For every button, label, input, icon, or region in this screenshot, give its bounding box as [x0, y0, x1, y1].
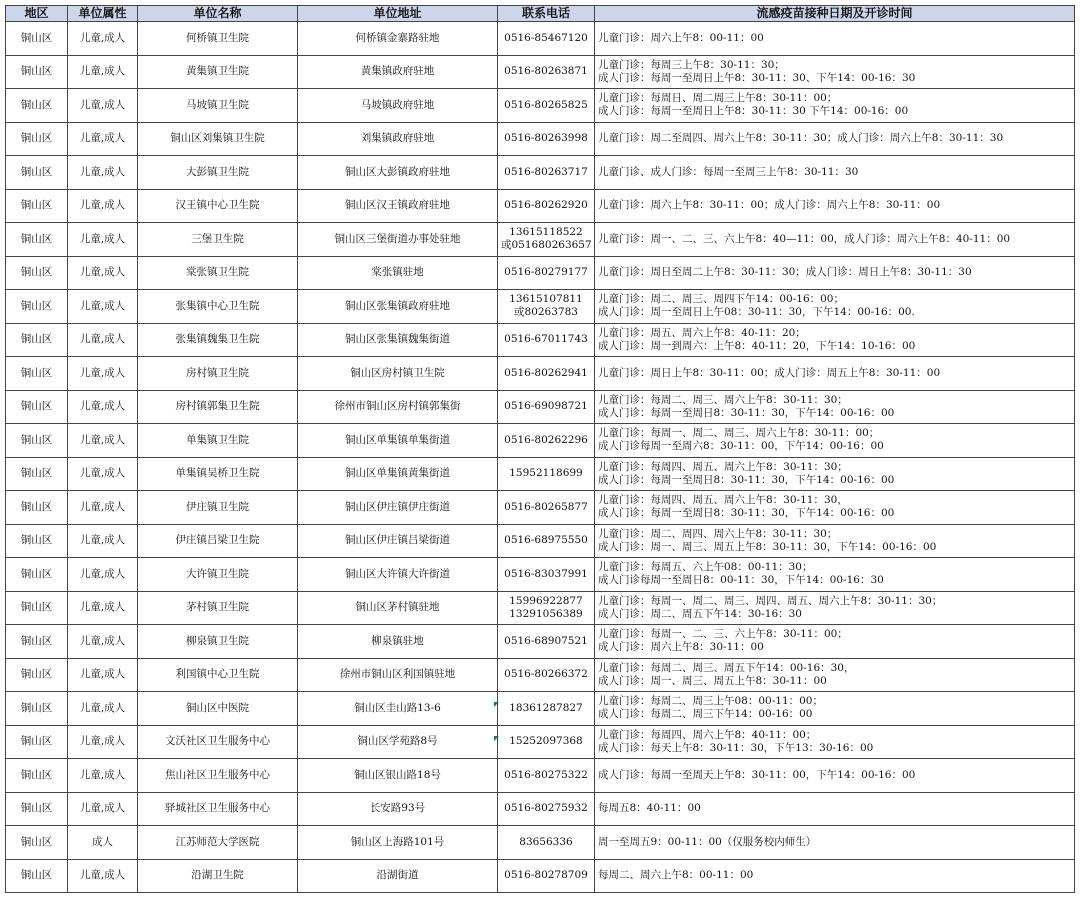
schedule-cell — [595, 424, 1075, 458]
attribute-cell: 儿童,成人 — [68, 189, 138, 223]
schedule-cell — [595, 625, 1075, 659]
attribute-cell: 儿童,成人 — [68, 156, 138, 190]
phone-line: 0516-80263717 — [504, 165, 588, 178]
address-cell: 何桥镇金寨路驻地 — [298, 22, 498, 56]
phone-line: 18361287827 — [509, 701, 583, 714]
table-row — [6, 89, 1075, 123]
schedule-cell — [595, 859, 1075, 893]
phone-cell — [498, 591, 595, 625]
attribute-cell: 成人 — [68, 826, 138, 860]
unit-name-cell: 大彭镇卫生院 — [138, 156, 298, 190]
phone-cell — [498, 323, 595, 357]
unit-name-cell: 单集镇吴桥卫生院 — [138, 457, 298, 491]
phone-cell — [498, 424, 595, 458]
phone-line: 15252097368 — [509, 735, 583, 748]
header-unit-name: 单位名称 — [138, 6, 298, 22]
header-schedule: 流感疫苗接种日期及开诊时间 — [595, 6, 1075, 22]
address-cell: 铜山区单集镇单集街道 — [298, 424, 498, 458]
address-cell: 铜山区茅村镇驻地 — [298, 591, 498, 625]
attribute-cell: 儿童,成人 — [68, 658, 138, 692]
table-row — [6, 223, 1075, 257]
phone-line: 0516-80263998 — [504, 132, 588, 145]
phone-line: 13615118522 — [509, 226, 583, 239]
schedule-line: 儿童门诊：周二、周三、周四下午14：00-16：00； — [598, 293, 844, 306]
address-cell: 棠张镇驻地 — [298, 256, 498, 290]
schedule-line: 儿童门诊：每周五、六上午08：00-11：30； — [598, 561, 813, 574]
schedule-cell — [595, 826, 1075, 860]
unit-name-cell: 柳泉镇卫生院 — [138, 625, 298, 659]
area-cell: 铜山区 — [6, 55, 68, 89]
attribute-cell: 儿童,成人 — [68, 323, 138, 357]
phone-cell — [498, 256, 595, 290]
unit-name-cell: 黄集镇卫生院 — [138, 55, 298, 89]
schedule-cell — [595, 725, 1075, 759]
attribute-cell: 儿童,成人 — [68, 792, 138, 826]
unit-name-cell: 汉王镇中心卫生院 — [138, 189, 298, 223]
schedule-cell — [595, 223, 1075, 257]
schedule-line: 儿童门诊：周一、二、三、六上午8：40—11：00，成人门诊：周六上午8：40-11：00 — [598, 232, 1011, 245]
phone-line: 0516-80279177 — [504, 266, 588, 279]
table-row — [6, 558, 1075, 592]
schedule-line: 儿童门诊：周五、周六上午8：40-11：20； — [598, 326, 806, 339]
schedule-line: 成人门诊：每周一至周日8：30-11：30，下午14：00-16：00 — [598, 507, 895, 520]
schedule-line: 儿童门诊：每周四、周五、周六上午8：30-11：30； — [598, 460, 848, 473]
attribute-cell: 儿童,成人 — [68, 22, 138, 56]
unit-name-cell: 焦山社区卫生服务中心 — [138, 759, 298, 793]
address-cell: 马坡镇政府驻地 — [298, 89, 498, 123]
area-cell: 铜山区 — [6, 625, 68, 659]
phone-cell — [498, 725, 595, 759]
address-cell: 铜山区银山路18号 — [298, 759, 498, 793]
attribute-cell: 儿童,成人 — [68, 558, 138, 592]
attribute-cell: 儿童,成人 — [68, 625, 138, 659]
address-cell: 铜山区张集镇魏集街道 — [298, 323, 498, 357]
attribute-cell: 儿童,成人 — [68, 89, 138, 123]
schedule-cell — [595, 357, 1075, 391]
phone-line: 0516-67011743 — [504, 333, 588, 346]
phone-cell — [498, 826, 595, 860]
table-body — [6, 22, 1075, 893]
area-cell: 铜山区 — [6, 156, 68, 190]
schedule-line: 成人门诊：周一、周三、周五上午8：30-11：00 — [598, 674, 827, 687]
schedule-line: 儿童门诊：周六上午8：30-11：00；成人门诊：周六上午8：30-11：00 — [598, 199, 941, 212]
schedule-line: 成人门诊：每天上午8：30-11：30，下午13：30-16：00 — [598, 741, 874, 754]
address-cell: 徐州市铜山区利国镇驻地 — [298, 658, 498, 692]
schedule-line: 儿童门诊：周二、周四、周六上午8：30-11：30； — [598, 527, 838, 540]
attribute-cell: 儿童,成人 — [68, 55, 138, 89]
schedule-line: 成人门诊：周一、周三、周五上午8：30-11：30，下午14：00-16：00 — [598, 540, 937, 553]
phone-cell — [498, 290, 595, 324]
unit-name-cell: 棠张镇卫生院 — [138, 256, 298, 290]
area-cell: 铜山区 — [6, 122, 68, 156]
phone-cell — [498, 524, 595, 558]
schedule-cell — [595, 692, 1075, 726]
attribute-cell: 儿童,成人 — [68, 491, 138, 525]
unit-name-cell: 伊庄镇吕梁卫生院 — [138, 524, 298, 558]
unit-name-cell: 张集镇中心卫生院 — [138, 290, 298, 324]
phone-line: 0516-80262920 — [504, 199, 588, 212]
unit-name-cell: 铜山区中医院 — [138, 692, 298, 726]
address-cell: 铜山区伊庄镇吕梁街道 — [298, 524, 498, 558]
area-cell: 铜山区 — [6, 491, 68, 525]
area-cell: 铜山区 — [6, 591, 68, 625]
header-unit-attribute: 单位属性 — [68, 6, 138, 22]
phone-line: 0516-69098721 — [504, 400, 588, 413]
table-row — [6, 625, 1075, 659]
schedule-line: 儿童门诊：每周四、周五、周六上午8：30-11：30， — [598, 494, 848, 507]
schedule-line: 成人门诊：每周一至周日8：30-11：30，下午14：00-16：00 — [598, 406, 895, 419]
unit-name-cell: 大许镇卫生院 — [138, 558, 298, 592]
unit-name-cell: 伊庄镇卫生院 — [138, 491, 298, 525]
phone-cell — [498, 558, 595, 592]
unit-name-cell: 房村镇卫生院 — [138, 357, 298, 391]
unit-name-cell: 驿城社区卫生服务中心 — [138, 792, 298, 826]
phone-line: 83656336 — [519, 835, 573, 848]
unit-name-cell: 房村镇郭集卫生院 — [138, 390, 298, 424]
schedule-cell — [595, 290, 1075, 324]
unit-name-cell: 江苏师范大学医院 — [138, 826, 298, 860]
schedule-cell — [595, 491, 1075, 525]
schedule-line: 儿童门诊：每周一、周二、周三、周六上午8：30-11：00； — [598, 427, 880, 440]
schedule-cell — [595, 89, 1075, 123]
phone-cell — [498, 792, 595, 826]
area-cell: 铜山区 — [6, 223, 68, 257]
schedule-cell — [595, 591, 1075, 625]
attribute-cell: 儿童,成人 — [68, 357, 138, 391]
schedule-line: 每周五8：40-11：00 — [598, 802, 701, 815]
attribute-cell: 儿童,成人 — [68, 591, 138, 625]
address-cell: 铜山区伊庄镇伊庄街道 — [298, 491, 498, 525]
area-cell: 铜山区 — [6, 256, 68, 290]
address-cell: 柳泉镇驻地 — [298, 625, 498, 659]
unit-name-cell: 沿湖卫生院 — [138, 859, 298, 893]
area-cell: 铜山区 — [6, 792, 68, 826]
table-row — [6, 524, 1075, 558]
schedule-line: 儿童门诊、成人门诊：每周一至周三上午8：30-11：30 — [598, 165, 859, 178]
phone-line: 0516-68907521 — [504, 634, 588, 647]
header-unit-address: 单位地址 — [298, 6, 498, 22]
schedule-line: 成人门诊：周六上午8：30-11：00 — [598, 641, 764, 654]
unit-name-cell: 利国镇中心卫生院 — [138, 658, 298, 692]
phone-line: 0516-80262941 — [504, 366, 588, 379]
schedule-line: 儿童门诊：每周一、周二、周三、周四、周五、周六上午8：30-11：30； — [598, 594, 943, 607]
schedule-cell — [595, 323, 1075, 357]
header-area: 地区 — [6, 6, 68, 22]
unit-name-cell: 茅村镇卫生院 — [138, 591, 298, 625]
table-row — [6, 323, 1075, 357]
phone-line: 15952118699 — [509, 467, 583, 480]
phone-cell — [498, 491, 595, 525]
area-cell: 铜山区 — [6, 658, 68, 692]
table-row — [6, 256, 1075, 290]
area-cell: 铜山区 — [6, 323, 68, 357]
header-row — [6, 6, 1075, 22]
table-row — [6, 826, 1075, 860]
attribute-cell: 儿童,成人 — [68, 725, 138, 759]
unit-name-cell: 何桥镇卫生院 — [138, 22, 298, 56]
schedule-cell — [595, 22, 1075, 56]
schedule-line: 儿童门诊：每周三上午8：30-11：30； — [598, 58, 785, 71]
table-row — [6, 457, 1075, 491]
table-row — [6, 859, 1075, 893]
area-cell: 铜山区 — [6, 457, 68, 491]
schedule-line: 成人门诊：每周二、周三下午14：00-16：00 — [598, 708, 813, 721]
phone-cell — [498, 759, 595, 793]
table-row — [6, 491, 1075, 525]
area-cell: 铜山区 — [6, 189, 68, 223]
table-row — [6, 759, 1075, 793]
table-row — [6, 156, 1075, 190]
unit-name-cell: 铜山区刘集镇卫生院 — [138, 122, 298, 156]
schedule-line: 成人门诊：周一到周六：上午8：40-11：20，下午14：10-16：00 — [598, 339, 916, 352]
schedule-cell — [595, 658, 1075, 692]
schedule-cell — [595, 792, 1075, 826]
table-row — [6, 424, 1075, 458]
area-cell: 铜山区 — [6, 524, 68, 558]
schedule-cell — [595, 390, 1075, 424]
attribute-cell: 儿童,成人 — [68, 290, 138, 324]
area-cell: 铜山区 — [6, 424, 68, 458]
schedule-line: 儿童门诊：每周一、二、三、六上午8：30-11：00； — [598, 628, 848, 641]
address-cell: 铜山区圭山路13-6 — [298, 692, 498, 726]
schedule-line: 儿童门诊：每周二、周三、周六上午8：30-11：30； — [598, 393, 848, 406]
unit-name-cell: 马坡镇卫生院 — [138, 89, 298, 123]
cell-comment-marker — [494, 736, 499, 741]
schedule-cell — [595, 457, 1075, 491]
unit-name-cell: 单集镇卫生院 — [138, 424, 298, 458]
attribute-cell: 儿童,成人 — [68, 223, 138, 257]
address-cell: 铜山区学苑路8号 — [298, 725, 498, 759]
schedule-line: 每周二、周六上午8：00-11：00 — [598, 869, 754, 882]
attribute-cell: 儿童,成人 — [68, 424, 138, 458]
area-cell: 铜山区 — [6, 725, 68, 759]
schedule-line: 成人门诊每周一至周六8：30-11：00，下午14：00-16：00 — [598, 440, 884, 453]
schedule-cell — [595, 524, 1075, 558]
table-row — [6, 290, 1075, 324]
area-cell: 铜山区 — [6, 759, 68, 793]
phone-cell — [498, 156, 595, 190]
phone-line: 0516-68975550 — [504, 534, 588, 547]
schedule-cell — [595, 122, 1075, 156]
area-cell: 铜山区 — [6, 22, 68, 56]
phone-line: 0516-80262296 — [504, 433, 588, 446]
table-row — [6, 792, 1075, 826]
table-row — [6, 658, 1075, 692]
schedule-cell — [595, 55, 1075, 89]
address-cell: 长安路93号 — [298, 792, 498, 826]
address-cell: 徐州市铜山区房村镇郭集街 — [298, 390, 498, 424]
address-cell: 铜山区单集镇黄集街道 — [298, 457, 498, 491]
table-row — [6, 390, 1075, 424]
phone-cell — [498, 89, 595, 123]
address-cell: 铜山区房村镇卫生院 — [298, 357, 498, 391]
area-cell: 铜山区 — [6, 89, 68, 123]
attribute-cell: 儿童,成人 — [68, 759, 138, 793]
phone-cell — [498, 122, 595, 156]
schedule-line: 成人门诊：每周一至周日上午8：30-11：30、下午14：00-16：30 — [598, 71, 916, 84]
phone-line: 0516-80265825 — [504, 98, 588, 111]
phone-cell — [498, 357, 595, 391]
area-cell: 铜山区 — [6, 692, 68, 726]
phone-line: 0516-85467120 — [504, 31, 588, 44]
vaccine-schedule-table — [5, 5, 1075, 893]
table-row — [6, 189, 1075, 223]
phone-line: 13615107811 — [509, 293, 583, 306]
schedule-line: 成人门诊：每周一至周天上午8：30-11：00，下午14：00-16：00 — [598, 768, 916, 781]
address-cell: 铜山区大许镇大许街道 — [298, 558, 498, 592]
table-row — [6, 692, 1075, 726]
phone-line: 0516-83037991 — [504, 567, 588, 580]
attribute-cell: 儿童,成人 — [68, 457, 138, 491]
schedule-cell — [595, 759, 1075, 793]
address-cell: 铜山区汉王镇政府驻地 — [298, 189, 498, 223]
schedule-cell — [595, 256, 1075, 290]
schedule-line: 成人门诊：周一至周日上午08：30-11：30，下午14：00-16：00. — [598, 306, 915, 319]
phone-cell — [498, 625, 595, 659]
phone-cell — [498, 55, 595, 89]
phone-line: 0516-80275932 — [504, 802, 588, 815]
area-cell: 铜山区 — [6, 859, 68, 893]
phone-cell — [498, 189, 595, 223]
phone-line: 0516-80263871 — [504, 65, 588, 78]
table-row — [6, 22, 1075, 56]
table-row — [6, 357, 1075, 391]
schedule-cell — [595, 189, 1075, 223]
area-cell: 铜山区 — [6, 826, 68, 860]
address-cell: 铜山区上海路101号 — [298, 826, 498, 860]
unit-name-cell: 三堡卫生院 — [138, 223, 298, 257]
phone-line: 0516-80275322 — [504, 768, 588, 781]
schedule-line: 成人门诊每周一至周日8：00-11：30，下午14：00-16：30 — [598, 574, 884, 587]
schedule-line: 成人门诊：周二、周五下午14：30-16：30 — [598, 607, 802, 620]
table-row — [6, 122, 1075, 156]
schedule-line: 儿童门诊：每周四、周六上午8：40-11：00； — [598, 728, 817, 741]
schedule-line: 儿童门诊：每周二、周三上午08：00-11：00； — [598, 695, 823, 708]
schedule-line: 儿童门诊：周日上午8：30-11：00；成人门诊：周五上午8：30-11：00 — [598, 366, 941, 379]
phone-cell — [498, 22, 595, 56]
area-cell: 铜山区 — [6, 357, 68, 391]
phone-line: 13291056389 — [509, 607, 583, 620]
address-cell: 刘集镇政府驻地 — [298, 122, 498, 156]
unit-name-cell: 张集镇魏集卫生院 — [138, 323, 298, 357]
table-row — [6, 725, 1075, 759]
cell-comment-marker — [494, 702, 499, 707]
phone-cell — [498, 692, 595, 726]
table-row — [6, 591, 1075, 625]
schedule-line: 成人门诊：每周一至周日8：30-11：30，下午14：00-16：00 — [598, 473, 895, 486]
phone-line: 0516-80265877 — [504, 500, 588, 513]
schedule-cell — [595, 558, 1075, 592]
schedule-line: 儿童门诊：每周日、周二周三上午8：30-11：00； — [598, 92, 838, 105]
header-phone: 联系电话 — [498, 6, 595, 22]
address-cell: 铜山区大彭镇政府驻地 — [298, 156, 498, 190]
address-cell: 沿湖街道 — [298, 859, 498, 893]
attribute-cell: 儿童,成人 — [68, 256, 138, 290]
schedule-line: 儿童门诊：周二至周四、周六上午8：30-11：30；成人门诊：周六上午8：30-11：30 — [598, 132, 1004, 145]
area-cell: 铜山区 — [6, 290, 68, 324]
address-cell: 铜山区三堡街道办事处驻地 — [298, 223, 498, 257]
phone-line: 或80263783 — [514, 306, 578, 319]
address-cell: 铜山区张集镇政府驻地 — [298, 290, 498, 324]
phone-cell — [498, 390, 595, 424]
schedule-line: 儿童门诊：周六上午8：00-11：00 — [598, 31, 764, 44]
schedule-line: 周一至周五9：00-11：00（仅服务校内师生） — [598, 835, 817, 848]
attribute-cell: 儿童,成人 — [68, 692, 138, 726]
table-row — [6, 55, 1075, 89]
area-cell: 铜山区 — [6, 558, 68, 592]
area-cell: 铜山区 — [6, 390, 68, 424]
phone-line: 0516-80266372 — [504, 668, 588, 681]
address-cell: 黄集镇政府驻地 — [298, 55, 498, 89]
schedule-cell — [595, 156, 1075, 190]
phone-line: 0516-80278709 — [504, 869, 588, 882]
attribute-cell: 儿童,成人 — [68, 524, 138, 558]
schedule-line: 成人门诊：每周一至周日上午8：30-11：30 下午14：00-16：00 — [598, 105, 909, 118]
phone-cell — [498, 457, 595, 491]
phone-line: 15996922877 — [509, 594, 583, 607]
phone-cell — [498, 658, 595, 692]
phone-cell — [498, 223, 595, 257]
attribute-cell: 儿童,成人 — [68, 122, 138, 156]
phone-line: 或051680263657 — [501, 239, 592, 252]
phone-cell — [498, 859, 595, 893]
unit-name-cell: 文沃社区卫生服务中心 — [138, 725, 298, 759]
schedule-line: 儿童门诊：周日至周二上午8：30-11：30；成人门诊：周日上午8：30-11：30 — [598, 266, 972, 279]
attribute-cell: 儿童,成人 — [68, 859, 138, 893]
attribute-cell: 儿童,成人 — [68, 390, 138, 424]
schedule-line: 儿童门诊：每周二、周三、周五下午14：00-16：30， — [598, 661, 855, 674]
